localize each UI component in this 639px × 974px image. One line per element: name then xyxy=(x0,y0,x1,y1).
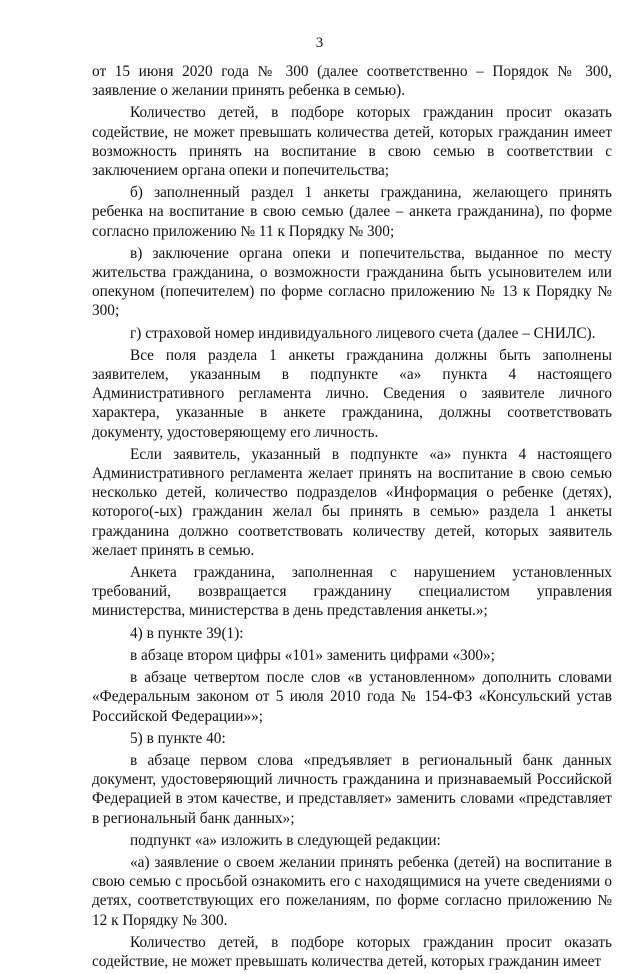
paragraph: б) заполненный раздел 1 анкеты гражданина, желающего принять ребенка на воспитание в свою семью (далее – анкета гражданина), по форме согласно приложению № 11 к Порядку № 300; xyxy=(92,184,612,240)
paragraph: «а) заявление о своем желании принять ребенка (детей) на воспитание в свою семью с просьбой ознакомить его с находящимися на учете сведениями о детях, соответствующих его пожеланиям, по форме согласно приложению № 12 к Порядку № 300. xyxy=(92,853,612,929)
paragraph: в абзаце втором цифры «101» заменить цифрами «300»; xyxy=(130,646,495,664)
document-body xyxy=(92,62,612,974)
paragraph: Все поля раздела 1 анкеты гражданина должны быть заполнены заявителем, указанным в подпункте «а» пункта 4 настоящего Административного регламента лично. Сведения о заявителе личного характера, указанные в анкете гражданина, должны соответствовать документу, удостоверяющему его личность. xyxy=(92,346,612,441)
paragraph: Анкета гражданина, заполненная с нарушением установленных требований, возвращается гражданину специалистом управления министерства, министерства в день представления анкеты.»; xyxy=(92,564,612,620)
paragraph: Количество детей, в подборе которых гражданин просит оказать содействие, не может превышать количества детей, которых гражданин имеет xyxy=(92,933,612,970)
paragraph: подпункт «а» изложить в следующей редакции: xyxy=(130,831,441,849)
paragraph: 5) в пункте 40: xyxy=(130,729,226,747)
paragraph: от 15 июня 2020 года № 300 (далее соответственно – Порядок № 300, заявление о желании принять ребенка в семью). xyxy=(92,63,612,100)
paragraph: Количество детей, в подборе которых гражданин просит оказать содействие, не может превышать количества детей, которых гражданин имеет возможность принять на воспитание в свою семью в соответствии с заключением органа опеки и попечительства; xyxy=(92,104,612,180)
paragraph: в абзаце четвертом после слов «в установленном» дополнить словами «Федеральным законом от 5 июля 2010 года № 154-ФЗ «Консульский устав Российской Федерации»»; xyxy=(92,669,612,725)
paragraph: в абзаце первом слова «предъявляет в региональный банк данных документ, удостоверяющий личность гражданина и признаваемый Российской Федерацией в этом качестве, и представляет» заменить словами «представляет в региональный банк данных»; xyxy=(92,751,612,827)
paragraph: в) заключение органа опеки и попечительства, выданное по месту жительства гражданина, о возможности гражданина быть усыновителем или опекуном (попечителем) по форме согласно приложению № 13 к Порядку № 300; xyxy=(92,244,612,320)
paragraph: 4) в пункте 39(1): xyxy=(130,624,244,642)
page-number: 3 xyxy=(315,35,324,51)
paragraph: Если заявитель, указанный в подпункте «а» пункта 4 настоящего Административного регламента желает принять на воспитание в свою семью несколько детей, количество подразделов «Информация о ребенке (детях), которого(-ых) гражданин желал бы принять в семью» раздела 1 анкеты гражданина должно соответствовать количеству детей, которых заявитель желает принять в семью. xyxy=(92,445,612,559)
paragraph: г) страховой номер индивидуального лицевого счета (далее – СНИЛС). xyxy=(130,324,596,342)
